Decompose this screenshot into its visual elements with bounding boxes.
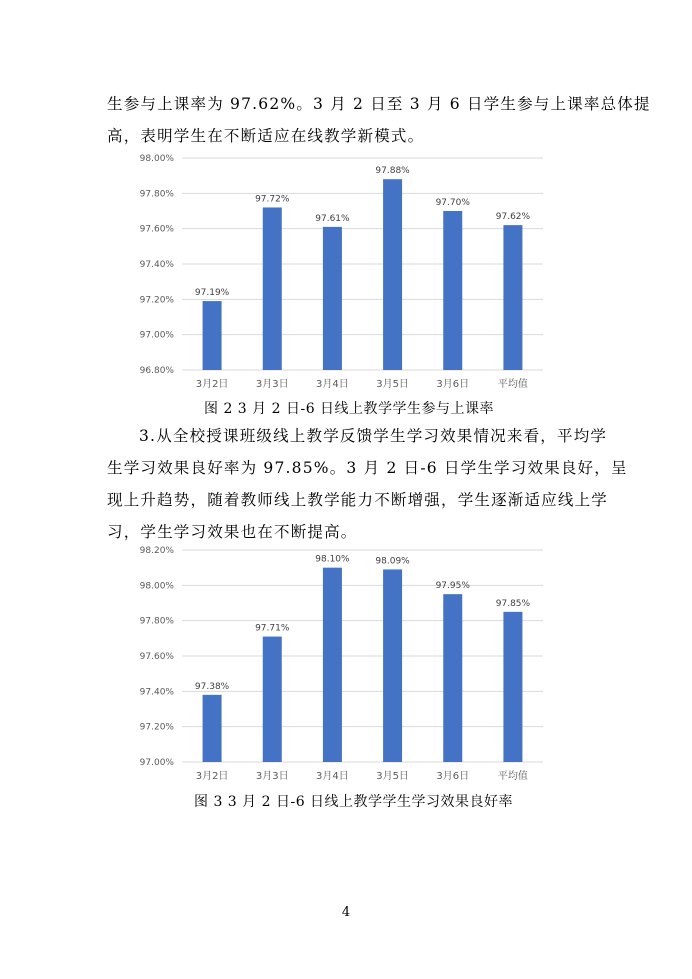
bar: [503, 225, 522, 370]
bar: [263, 207, 282, 370]
x-tick-label: 平均值: [497, 771, 528, 782]
y-tick-label: 98.20%: [139, 546, 174, 556]
paragraph-line: 3.从全校授课班级线上教学反馈学生学习效果情况来看，平均学: [139, 427, 608, 445]
y-tick-label: 97.00%: [139, 758, 174, 768]
figure-3-caption: 图 3 3 月 2 日-6 日线上教学学生学习效果良好率: [194, 794, 514, 810]
learning-effect-bar-chart: [100, 540, 560, 788]
bar: [503, 612, 522, 762]
bar-value-label: 98.10%: [315, 554, 350, 565]
paragraph-line: 高，表明学生在不断适应在线教学新模式。: [107, 127, 425, 145]
y-tick-label: 98.00%: [139, 154, 174, 164]
bar-value-label: 97.88%: [375, 166, 410, 177]
y-tick-label: 97.40%: [139, 260, 174, 270]
bar: [443, 211, 462, 370]
attendance-rate-bar-chart: [100, 148, 560, 396]
y-tick-label: 97.20%: [139, 722, 174, 733]
bar-value-label: 97.61%: [315, 213, 350, 224]
x-tick-label: 3月4日: [316, 771, 349, 782]
bar-value-label: 97.95%: [435, 581, 470, 592]
x-tick-label: 3月6日: [436, 379, 470, 390]
bar-value-label: 97.71%: [255, 623, 290, 634]
bar-value-label: 97.62%: [495, 212, 531, 223]
figure-2-caption: 图 2 3 月 2 日-6 日线上教学学生参与上课率: [204, 401, 495, 417]
x-tick-label: 3月2日: [195, 379, 229, 390]
bar: [323, 227, 342, 370]
y-tick-label: 97.40%: [139, 687, 174, 698]
paragraph-1: [107, 88, 651, 152]
y-tick-label: 96.80%: [139, 366, 174, 376]
bar-value-label: 97.19%: [194, 288, 230, 299]
bar: [383, 569, 402, 762]
bar-value-label: 97.72%: [255, 194, 290, 205]
paragraph-line: 生参与上课率为 97.62%。3 月 2 日至 3 月 6 日学生参与上课率总体提: [107, 95, 651, 113]
y-tick-label: 97.00%: [139, 330, 174, 341]
bar-value-label: 98.09%: [375, 556, 410, 567]
y-tick-label: 97.20%: [139, 295, 174, 306]
x-tick-label: 3月2日: [195, 771, 229, 782]
y-tick-label: 97.80%: [139, 189, 174, 200]
bar: [203, 695, 222, 762]
bar: [323, 568, 342, 762]
bar-value-label: 97.70%: [435, 198, 470, 208]
bar: [203, 301, 222, 370]
bar: [443, 594, 462, 762]
page-number: 4: [341, 905, 351, 920]
x-tick-label: 3月5日: [376, 379, 409, 390]
paragraph-line: 习，学生学习效果也在不断提高。: [107, 523, 358, 541]
y-tick-label: 97.80%: [139, 616, 174, 627]
bar-value-label: 97.38%: [194, 681, 230, 692]
x-tick-label: 3月4日: [316, 379, 349, 390]
x-tick-label: 平均值: [497, 379, 528, 390]
bar: [263, 637, 282, 762]
y-tick-label: 97.60%: [139, 224, 174, 235]
x-tick-label: 3月5日: [376, 771, 409, 782]
bar-value-label: 97.85%: [495, 598, 531, 609]
y-tick-label: 97.60%: [139, 652, 174, 662]
y-tick-label: 98.00%: [139, 581, 174, 592]
x-tick-label: 3月6日: [436, 771, 470, 782]
bar: [383, 179, 402, 370]
paragraph-line: 现上升趋势，随着教师线上教学能力不断增强，学生逐渐适应线上学: [107, 491, 609, 509]
paragraph-line: 生学习效果良好率为 97.85%。3 月 2 日-6 日学生学习效果良好，呈: [107, 459, 628, 477]
paragraph-2: [107, 420, 628, 548]
x-tick-label: 3月3日: [255, 379, 289, 390]
x-tick-label: 3月3日: [255, 771, 289, 782]
